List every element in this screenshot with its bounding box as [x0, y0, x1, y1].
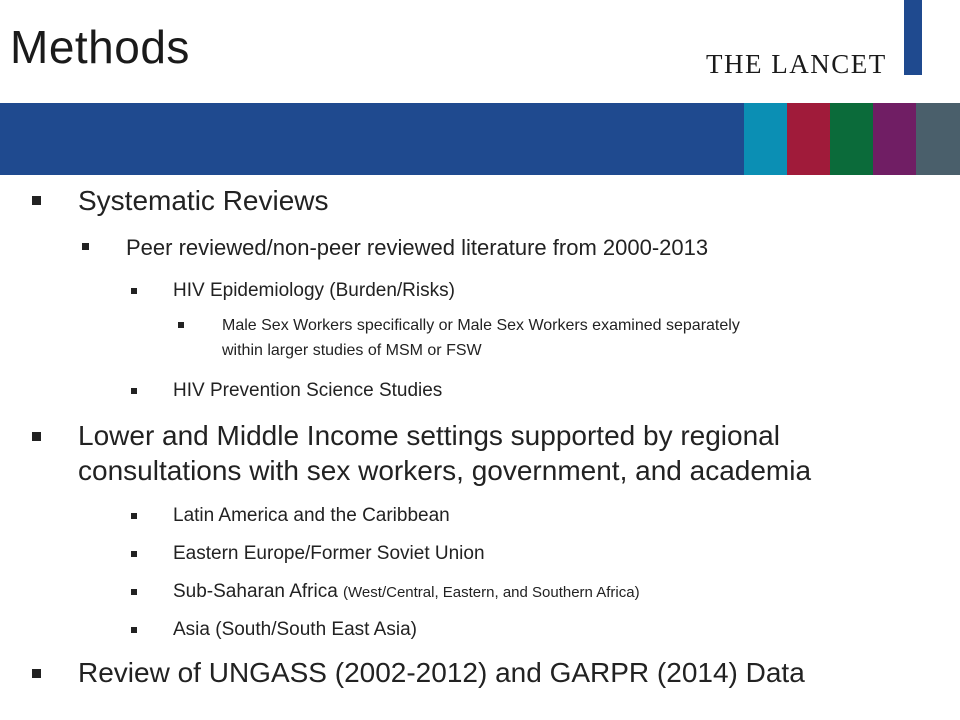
bullet-marker: [131, 551, 137, 557]
bullet-marker: [131, 627, 137, 633]
swatch-teal: [744, 103, 788, 175]
bullet-region-latin-america: Latin America and the Caribbean: [173, 505, 450, 526]
bullet-region-eastern-europe: Eastern Europe/Former Soviet Union: [173, 543, 485, 564]
swatch-green: [830, 103, 874, 175]
bullet-region-sub-saharan-africa: [173, 581, 640, 603]
bullet-systematic-reviews: Systematic Reviews: [78, 185, 329, 216]
bullet-marker: [131, 513, 137, 519]
bullet-marker: [178, 322, 184, 328]
bullet-region-asia: Asia (South/South East Asia): [173, 619, 417, 640]
bullet-marker: [32, 669, 41, 678]
region-name: Sub-Saharan Africa: [173, 581, 338, 602]
bullet-lmic-settings-line2: consultations with sex workers, government, and academia: [78, 455, 812, 486]
bullet-marker: [131, 589, 137, 595]
bullet-hiv-epidemiology: HIV Epidemiology (Burden/Risks): [173, 280, 455, 301]
swatch-slate: [916, 103, 960, 175]
bullet-peer-reviewed-literature: Peer reviewed/non-peer reviewed literature from 2000-2013: [126, 235, 709, 260]
bullet-marker: [131, 288, 137, 294]
bullet-marker: [131, 388, 137, 394]
bullet-lmic-settings-line1: Lower and Middle Income settings supported by regional: [78, 420, 780, 451]
bullet-male-sex-workers-line1: Male Sex Workers specifically or Male Sex Workers examined separately: [222, 317, 740, 334]
bullet-marker: [82, 243, 89, 250]
slide-title: Methods: [10, 21, 190, 73]
swatch-crimson: [787, 103, 831, 175]
bullet-male-sex-workers-line2: within larger studies of MSM or FSW: [222, 342, 482, 359]
bullet-ungass-garpr-review: Review of UNGASS (2002-2012) and GARPR (2014) Data: [78, 657, 805, 688]
logo-vertical-bar: [904, 0, 922, 75]
bullet-marker: [32, 196, 41, 205]
bullet-hiv-prevention-science: HIV Prevention Science Studies: [173, 380, 443, 401]
swatch-purple: [873, 103, 917, 175]
region-note: (West/Central, Eastern, and Southern Africa): [343, 584, 640, 601]
lancet-logo: THE LANCET: [706, 49, 887, 79]
bullet-marker: [32, 432, 41, 441]
